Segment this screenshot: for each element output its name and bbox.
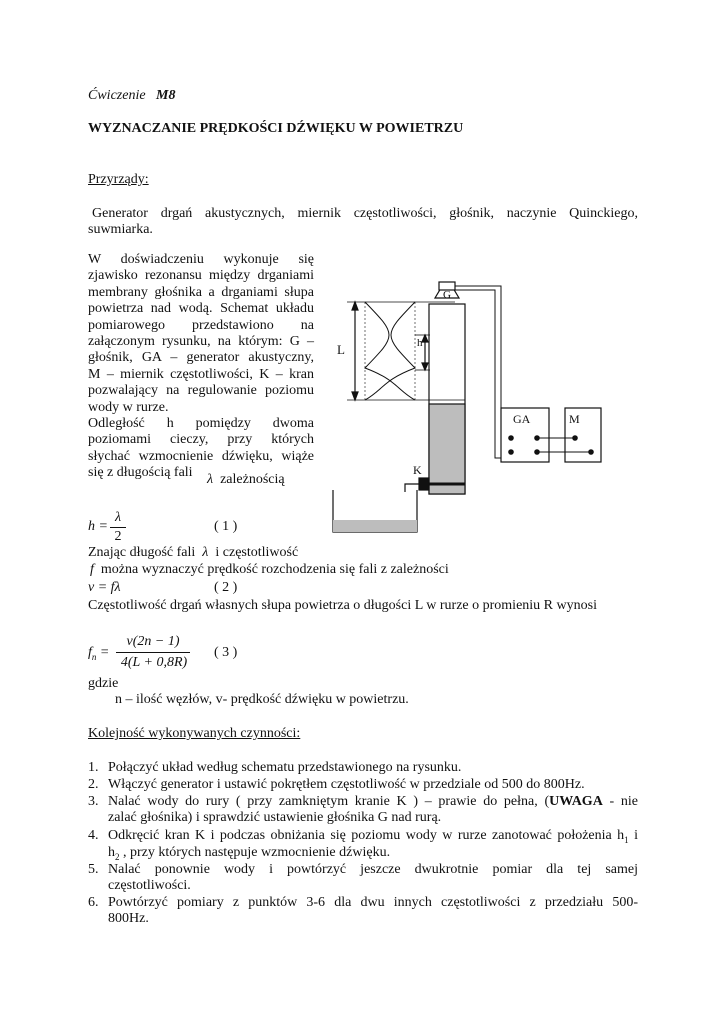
equation-1: h = λ 2 ( 1 ) (88, 510, 238, 544)
know-line-2-text: można wyznaczyć prędkość rozchodzenia się fali z zależności (100, 562, 449, 577)
generator-terminal-3 (509, 450, 513, 454)
step-3-line-2: zalać głośnika) i sprawdzić ustawienie głośnika G nad rurą. (108, 810, 442, 825)
intro-lambda-tail: λ zależnością (207, 472, 285, 487)
step-3-text-b: - nie (602, 794, 639, 809)
eq3-sub: n (91, 651, 97, 662)
eq3-denominator: 4(L + 0,8R) (120, 655, 188, 670)
step-4-sub-1: 1 (624, 834, 629, 845)
intro-line: pozwalający na regulowanie poziomu (88, 383, 314, 399)
intro-line: załączonym rysunku, na którym: G – (88, 334, 314, 349)
where-label: gdzie (88, 676, 119, 691)
step-4-text-c: , przy których następuje wzmocnienie dźwięku. (119, 845, 391, 860)
step-2-text: Włączyć generator i ustawić pokrętłem częstotliwość w przedziale od 500 do 800Hz. (108, 777, 585, 792)
eq2-number: ( 2 ) (214, 580, 238, 595)
intro-line: słychać wzmocnienie dźwięku, wiąże (88, 448, 314, 464)
label-K: K (413, 463, 422, 477)
step-4-text-a: Odkręcić kran K i podczas obniżania się poziomu wody w rurze zanotować położenia h (108, 828, 625, 843)
step-1-text: Połączyć układ według schematu przedstawionego na rysunku. (108, 760, 462, 775)
equipment-line-2: suwmiarka. (88, 222, 153, 237)
wave-curve-1 (365, 302, 415, 400)
equipment-line-1: Generator drgań akustycznych, miernik częstotliwości, głośnik, naczynie Quinckiego, (92, 206, 638, 221)
know-symbol-f: f (90, 562, 94, 577)
label-L: L (337, 342, 345, 357)
eq3-number: ( 3 ) (214, 645, 238, 660)
eq3-lhs: f (88, 645, 92, 660)
label-G: G (443, 289, 451, 301)
label-GA: GA (513, 412, 531, 426)
step-4-sub-2: 2 (115, 851, 120, 862)
where-text: n – ilość węzłów, v- prędkość dźwięku w powietrzu. (115, 692, 409, 707)
step-5-number: 5. (88, 862, 99, 877)
intro-line: się z długością fali (88, 465, 193, 481)
intro-line: Odległość h pomiędzy dwoma (88, 416, 314, 431)
eq3-fraction-bar (116, 652, 190, 653)
procedure-heading: Kolejność wykonywanych czynności: (88, 726, 301, 741)
step-5-line-2: częstotliwości. (108, 878, 191, 893)
step-5-line-1: Nalać ponownie wody i powtórzyć jeszcze dwukrotnie pomiar dla tej samej (108, 862, 638, 877)
eq1-fraction-bar (110, 527, 126, 528)
label-M: M (569, 412, 580, 426)
water-column (429, 404, 465, 494)
exercise-code: M8 (156, 88, 176, 103)
exercise-heading (88, 88, 176, 104)
vessel-water (333, 520, 417, 532)
step-4-text-b: i (628, 828, 638, 843)
equation-3: $f_n$ = v(2n − 1) 4(L + 0,8R) ( 3 ) (88, 634, 238, 670)
frequency-sentence: Częstotliwość drgań własnych słupa powietrza o długości L w rurze o promieniu R wynosi (88, 598, 597, 613)
label-h: h (417, 337, 423, 349)
eq1-numerator: λ (114, 510, 122, 525)
intro-line: M – miernik częstotliwości, K – kran (88, 366, 314, 382)
eq1-lhs: h (88, 519, 95, 534)
step-3-text-a: Nalać wody do rury ( przy zamkniętym kranie K ) – prawie do pełna, ( (108, 794, 550, 809)
apparatus-diagram (325, 280, 625, 540)
step-3-warning: UWAGA (549, 794, 603, 809)
length-arrow-bottom (352, 392, 358, 400)
step-6-number: 6. (88, 895, 99, 910)
intro-line: W doświadczeniu wykonuje się (88, 252, 314, 267)
step-1-number: 1. (88, 760, 99, 775)
tap-valve (419, 478, 429, 490)
step-2-number: 2. (88, 777, 99, 792)
step-3-line-1 (108, 794, 638, 810)
eq1-number: ( 1 ) (214, 519, 238, 534)
step-4-number: 4. (88, 828, 99, 843)
know-line-1-text: Znając długość fali (88, 545, 196, 560)
step-4-h: h (108, 845, 115, 860)
length-arrow-top (352, 302, 358, 310)
exercise-label: Ćwiczenie (88, 88, 146, 103)
intro-line: poziomami cieczy, przy których (88, 432, 314, 448)
intro-line: głośnik, GA – generator akustyczny, (88, 350, 314, 366)
h-arrow-top (422, 335, 428, 342)
step-3-number: 3. (88, 794, 99, 809)
h-arrow-bottom (422, 363, 428, 370)
step-6-line-1: Powtórzyć pomiary z punktów 3-6 dla dwu innych częstotliwości z przedziału 500- (108, 895, 638, 910)
intro-line: zjawisko rezonansu między drganiami (88, 268, 314, 284)
equation-2: v = fλ (88, 580, 121, 595)
know-line-2 (90, 562, 449, 578)
page-title: WYZNACZANIE PRĘDKOŚCI DŹWIĘKU W POWIETRZU (88, 121, 464, 136)
eq1-denominator: 2 (114, 529, 122, 544)
equipment-heading: Przyrządy: (88, 172, 149, 187)
intro-line: membrany głośnika a drganiami słupa (88, 284, 314, 300)
wave-curve-2 (365, 302, 415, 400)
know-line-1: Znając długość fali λ i częstotliwość (88, 545, 299, 560)
eq3-numerator: v(2n − 1) (126, 634, 180, 649)
know-line-1-tail: i częstotliwość (215, 545, 299, 560)
step-6-line-2: 800Hz. (108, 911, 149, 926)
intro-tail: zależnością (220, 472, 285, 487)
intro-line: wody w rurze. (88, 399, 169, 415)
intro-line: powietrza nad wodą. Schemat układu (88, 301, 314, 317)
intro-line: pomiarowego przedstawiono na (88, 317, 314, 333)
generator-terminal-1 (509, 436, 513, 440)
